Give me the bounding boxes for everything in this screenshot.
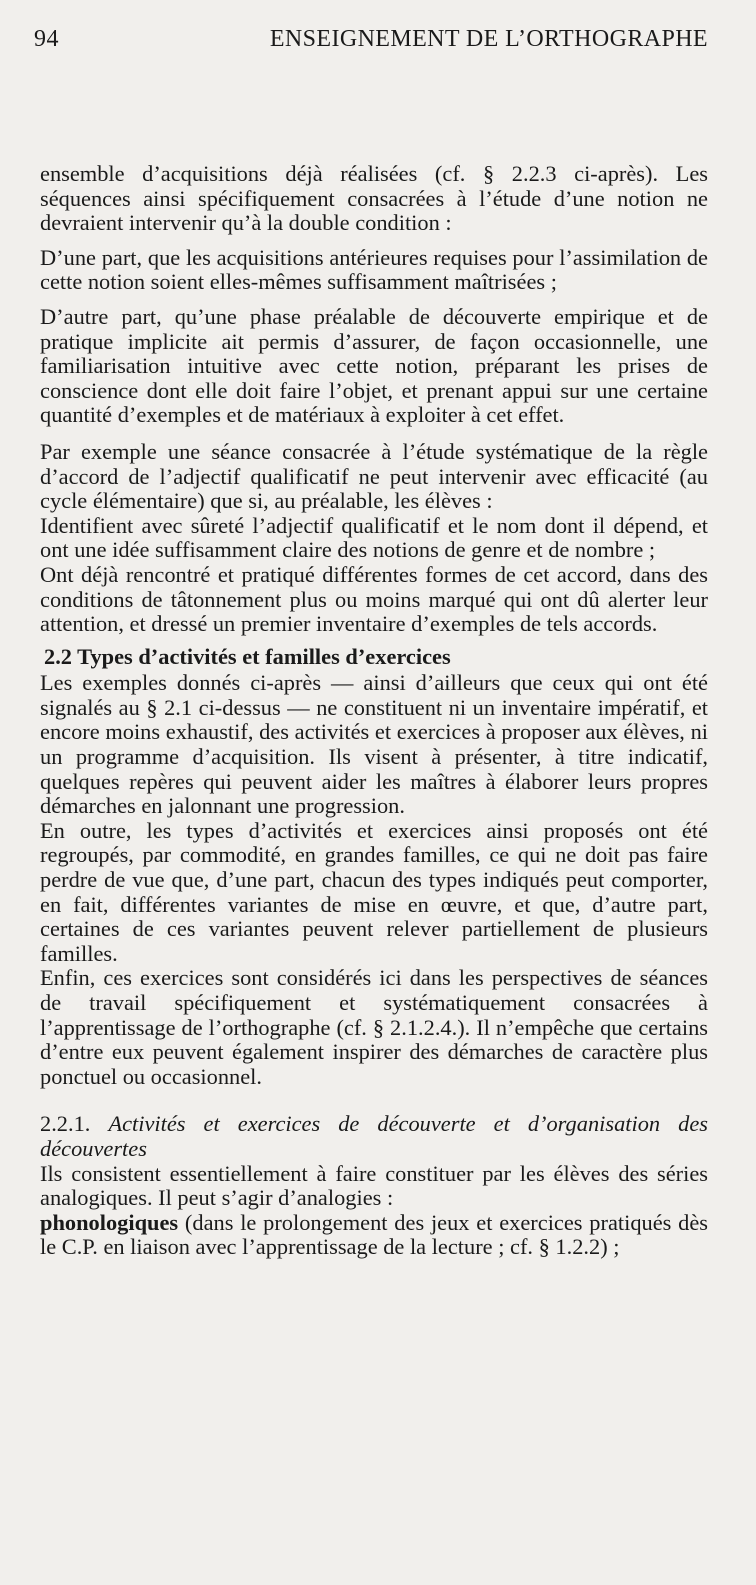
page-number: 94 [34, 26, 59, 52]
paragraph-phonological [40, 1211, 708, 1260]
paragraph-example-point-two: Ont déjà rencontré et pratiqué différentes formes de cet accord, dans des conditions de tâtonnement plus ou moins marqué qui ont dû alerter leur attention, et dressé un premier inventaire d’exemples de tels accords. [40, 561, 708, 637]
phonological-description: (dans le prolongement des jeux et exercices pratiqués dès le C.P. en liaison avec l’apprentissage de la lecture ; cf. § 1.2.2) ; [40, 1209, 708, 1260]
term-phonological: phonologiques [40, 1209, 179, 1235]
section-heading-2-2: 2.2 Types d’activités et familles d’exercices [44, 643, 451, 669]
subsection-title: Activités et exercices de découverte et d’organisation des découvertes [40, 1111, 708, 1161]
running-header [34, 26, 708, 56]
paragraph-condition-one: D’une part, que les acquisitions antérieures requises pour l’assimilation de cette notion soient elles-mêmes suffisamment maîtrisées ; [40, 244, 708, 295]
paragraph-series: Ils consistent essentiellement à faire constituer par les élèves des séries analogiques. Il peut s’agir d’analogies : [40, 1160, 708, 1211]
paragraph-examples-note: Les exemples donnés ci-après — ainsi d’ailleurs que ceux qui ont été signalés au § 2.1 ci-dessus — ne constituent ni un inventaire impératif, et encore moins exhaustif, des activités et exercices à proposer aux élèves, ni un programme d’acquisition. Ils visent à présenter, à titre indicatif, quelques repères qui peuvent aider les maîtres à élaborer leurs propres démarches en jalonnant une progression. [40, 670, 708, 819]
paragraph-continuation: ensemble d’acquisitions déjà réalisées (cf. § 2.2.3 ci-après). Les séquences ainsi spécifiquement consacrées à l’étude d’une notion ne devraient intervenir qu’à la double condition : [40, 161, 708, 236]
subsection-heading-2-2-1 [40, 1112, 708, 1161]
subsection-number: 2.2.1. [40, 1111, 91, 1137]
paragraph-example: Par exemple une séance consacrée à l’étude systématique de la règle d’accord de l’adjectif qualificatif ne peut intervenir avec efficacité (au cycle élémentaire) que si, au préalable, les élèves : [40, 438, 708, 514]
paragraph-perspectives: Enfin, ces exercices sont considérés ici dans les perspectives de séances de travail spécifiquement et systématiquement consacrées à l’apprentissage de l’orthographe (cf. § 2.1.2.4.). Il n’empêche que certains d’entre eux peuvent également inspirer des démarches de caractère plus ponctuel ou occasionnel. [40, 965, 708, 1089]
paragraph-example-point-one: Identifient avec sûreté l’adjectif qualificatif et le nom dont il dépend, et ont une idée suffisamment claire des notions de genre et de nombre ; [40, 512, 708, 563]
paragraph-families: En outre, les types d’activités et exercices ainsi proposés ont été regroupés, par commodité, en grandes familles, ce qui ne doit pas faire perdre de vue que, d’une part, chacun des types indiqués peut comporter, en fait, différentes variantes de mise en œuvre, et que, d’autre part, certaines de ces variantes peuvent relever partiellement de plusieurs familles. [40, 817, 708, 966]
paragraph-condition-two: D’autre part, qu’une phase préalable de découverte empirique et de pratique implicite ait permis d’assurer, de façon occasionnelle, une familiarisation intuitive avec cette notion, préparant les prises de conscience dont elle doit faire l’objet, et prenant appui sur une certaine quantité d’exemples et de matériaux à exploiter à cet effet. [40, 303, 708, 428]
running-title: ENSEIGNEMENT DE L’ORTHOGRAPHE [269, 26, 708, 52]
body-text [40, 162, 708, 1260]
